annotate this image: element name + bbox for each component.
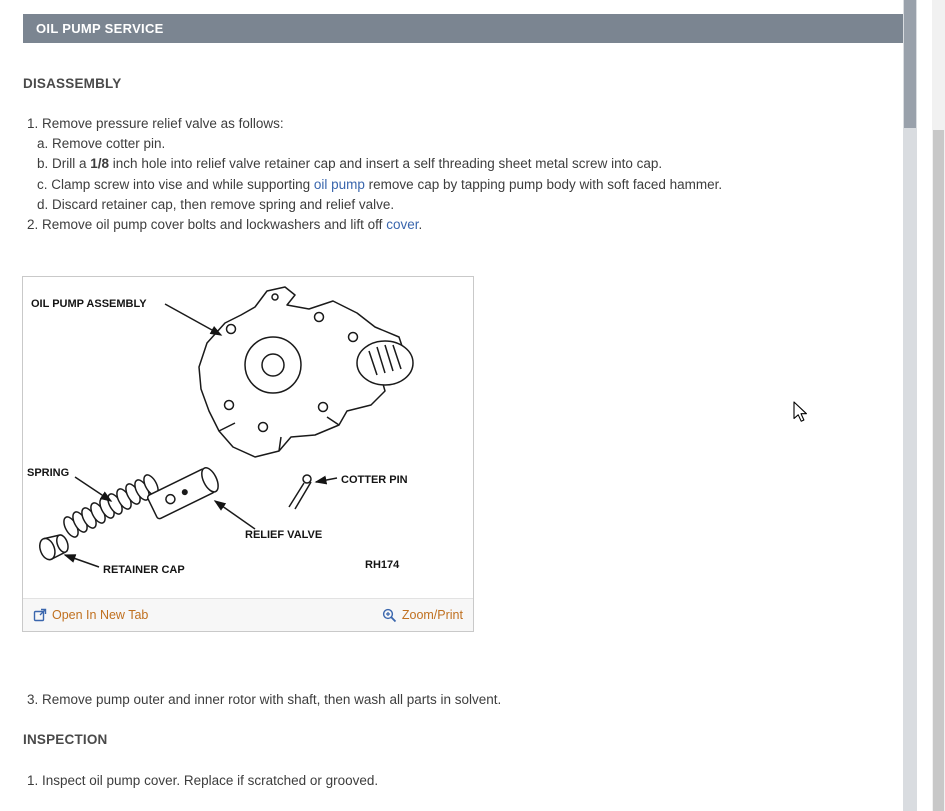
zoom-icon [382, 608, 397, 623]
retainer-cap-leader-line [65, 555, 99, 567]
label-figure-ref: RH174 [365, 559, 400, 571]
spring-drawing [61, 473, 161, 540]
step-1a: a. Remove cotter pin. [37, 136, 166, 152]
content-scrollbar-thumb[interactable] [904, 0, 916, 128]
window-scrollbar-thumb[interactable] [933, 130, 944, 811]
section-title: OIL PUMP SERVICE [36, 21, 164, 36]
inspection-step-1: 1. Inspect oil pump cover. Replace if scratched or grooved. [27, 773, 379, 788]
disassembly-heading: DISASSEMBLY [23, 76, 122, 91]
zoom-print-link[interactable]: Zoom/Print [382, 608, 463, 623]
oil-pump-diagram [23, 277, 473, 598]
step-1b: b. Drill a 1/8 inch hole into relief valve retainer cap and insert a self threading sheet metal screw into cap. [37, 156, 663, 172]
relief-valve-leader-line [215, 501, 255, 529]
mouse-cursor [793, 401, 807, 422]
section-title-bar [23, 14, 903, 43]
retainer-cap-drawing [37, 532, 71, 562]
step-2: 2. Remove oil pump cover bolts and lockwashers and lift off cover. [27, 217, 423, 233]
figure-toolbar [23, 598, 473, 631]
window-scrollbar[interactable] [932, 0, 945, 811]
open-in-new-tab-link[interactable]: Open In New Tab [33, 608, 148, 622]
open-in-new-tab-icon [33, 608, 47, 622]
pump-body-drawing [199, 287, 413, 457]
cotter-pin-drawing [289, 475, 311, 509]
label-oil-pump-assembly: OIL PUMP ASSEMBLY [31, 298, 147, 310]
oil-pump-link[interactable]: oil pump [313, 176, 365, 192]
step-1c: c. Clamp screw into vise and while supporting oil pump remove cap by tapping pump body with soft faced hammer. [37, 176, 723, 192]
cotter-pin-leader-line [316, 478, 337, 482]
fraction-emphasis: 1/8 [90, 156, 110, 172]
assembly-leader-line [165, 304, 221, 335]
label-retainer-cap: RETAINER CAP [103, 564, 185, 576]
figure-panel [22, 276, 474, 632]
label-spring: SPRING [27, 467, 70, 479]
oil-pump-diagram-svg [23, 277, 473, 598]
step-1: 1. Remove pressure relief valve as follows: [27, 116, 284, 131]
step-3: 3. Remove pump outer and inner rotor with shaft, then wash all parts in solvent. [27, 692, 502, 707]
step-1d: d. Discard retainer cap, then remove spring and relief valve. [37, 196, 395, 212]
disassembly-steps [23, 114, 893, 235]
label-cotter-pin: COTTER PIN [341, 474, 408, 486]
content-scrollbar[interactable] [903, 0, 917, 811]
inspection-heading: INSPECTION [23, 732, 108, 747]
spring-leader-line [75, 477, 111, 501]
cover-link[interactable]: cover [386, 217, 419, 233]
label-relief-valve: RELIEF VALVE [245, 529, 323, 541]
relief-valve-drawing [147, 465, 222, 519]
